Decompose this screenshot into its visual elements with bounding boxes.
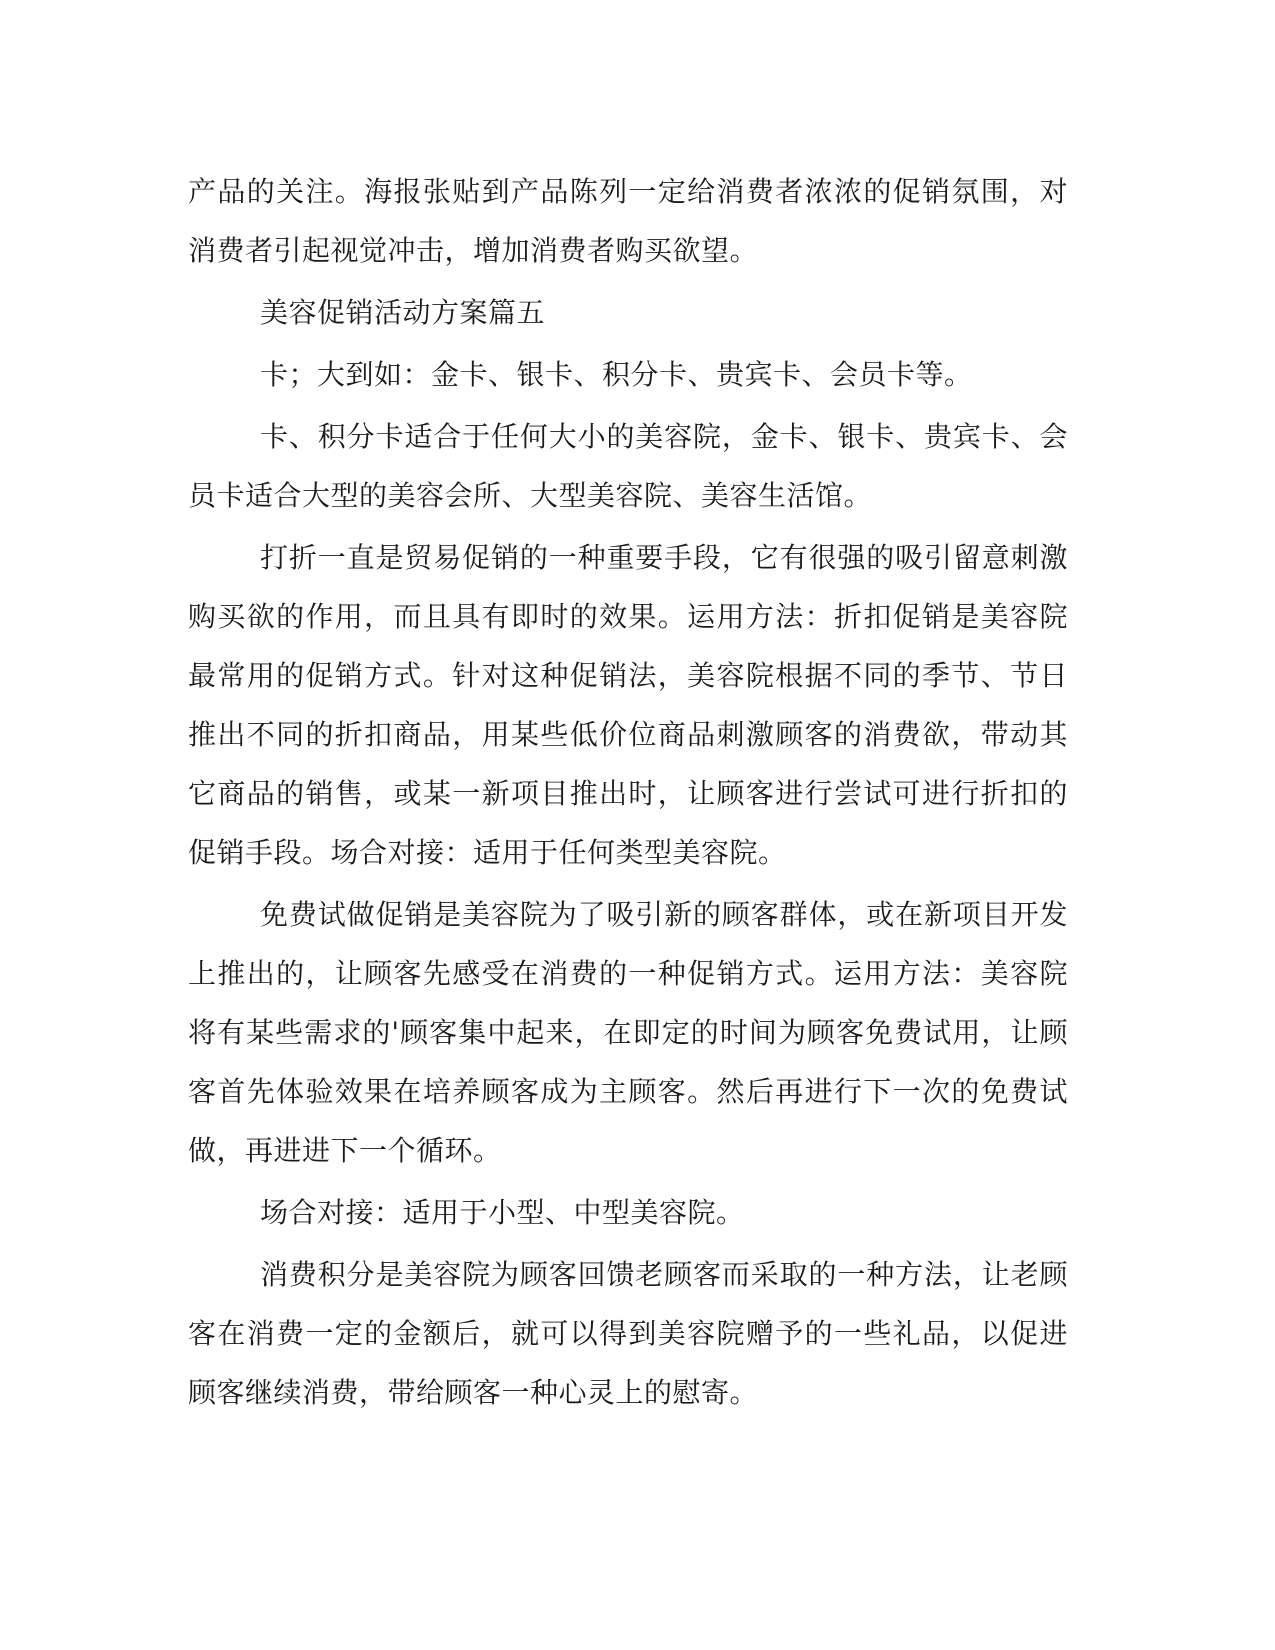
paragraph: 场合对接：适用于小型、中型美容院。 xyxy=(260,1196,745,1229)
paragraph: 卡；大到如：金卡、银卡、积分卡、贵宾卡、会员卡等。 xyxy=(260,358,973,391)
section-heading: 美容促销活动方案篇五 xyxy=(260,296,546,329)
paragraph: 打折一直是贸易促销的一种重要手段，它有很强的吸引留意刺激购买欲的作用，而且具有即时的效果。运用方法：折扣促销是美容院最常用的促销方式。针对这种促销法，美容院根据不同的季节、节日推出不同的折扣商品，用某些低价位商品刺激顾客的消费欲，带动其它商品的销售，或某一新项目推出时，让顾客进行尝试可进行折扣的促销手段。场合对接：适用于任何类型美容院。 xyxy=(188,541,1068,869)
paragraph: 卡、积分卡适合于任何大小的美容院，金卡、银卡、贵宾卡、会员卡适合大型的美容会所、大型美容院、美容生活馆。 xyxy=(188,420,1068,512)
paragraph: 免费试做促销是美容院为了吸引新的顾客群体，或在新项目开发上推出的，让顾客先感受在消费的一种促销方式。运用方法：美容院将有某些需求的'顾客集中起来，在即定的时间为顾客免费试用，让顾客首先体验效果在培养顾客成为主顾客。然后再进行下一次的免费试做，再进进下一个循环。 xyxy=(188,898,1068,1167)
paragraph-continuation: 产品的关注。海报张贴到产品陈列一定给消费者浓浓的促销氛围，对消费者引起视觉冲击，增加消费者购买欲望。 xyxy=(188,175,1068,267)
paragraph: 消费积分是美容院为顾客回馈老顾客而采取的一种方法，让老顾客在消费一定的金额后，就可以得到美容院赠予的一些礼品，以促进顾客继续消费，带给顾客一种心灵上的慰寄。 xyxy=(188,1258,1068,1409)
document-body xyxy=(188,162,1068,1425)
